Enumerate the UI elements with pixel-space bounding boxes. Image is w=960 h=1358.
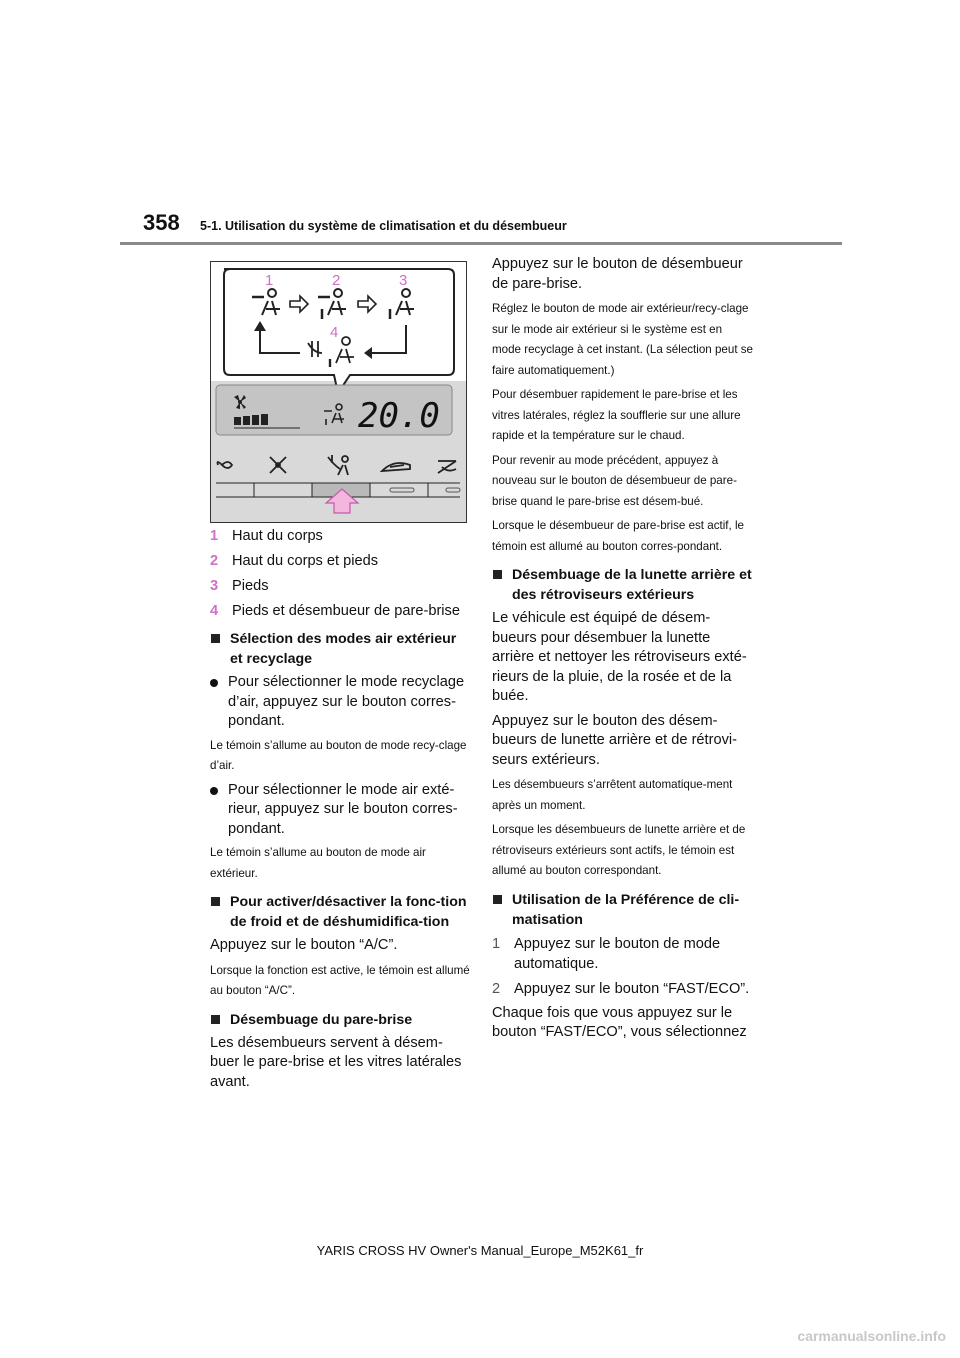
note-defog-1: Réglez le bouton de mode air extérieur/recy-clage sur le mode air extérieur si le système est en mode recyclage à cet instant. (La sélection peut se faire automatiquement.) bbox=[492, 302, 754, 377]
note-defog-4: Lorsque le désembueur de pare-brise est actif, le témoin est allumé au bouton corres-pondant. bbox=[492, 519, 744, 553]
callout-1: 1 bbox=[265, 272, 274, 289]
page-number: 358 bbox=[143, 210, 180, 235]
text-ac: Appuyez sur le bouton “A/C”. bbox=[210, 937, 398, 953]
legend-item-4: 4 Pieds et désembueur de pare-brise bbox=[210, 603, 460, 619]
text-fast-eco: Chaque fois que vous appuyez sur le bouton “FAST/ECO”, vous sélectionnez bbox=[492, 1004, 747, 1040]
footer-text: YARIS CROSS HV Owner's Manual_Europe_M52K61_fr bbox=[316, 1243, 644, 1258]
left-column bbox=[210, 526, 470, 1097]
right-column bbox=[492, 255, 754, 1048]
callout-3: 3 bbox=[399, 272, 408, 289]
note-defog-2: Pour désembuer rapidement le pare-brise et les vitres latérales, réglez la soufflerie sur une allure rapide et la température sur le chaud. bbox=[492, 388, 741, 442]
watermark: carmanualsonline.info bbox=[797, 1328, 946, 1344]
note-ac: Lorsque la fonction est active, le témoin est allumé au bouton “A/C”. bbox=[210, 963, 470, 997]
text-press-defog: Appuyez sur le bouton de désembueur de pare-brise. bbox=[492, 256, 743, 292]
climate-control-figure bbox=[210, 261, 467, 523]
note-outside: Le témoin s’allume au bouton de mode air extérieur. bbox=[210, 846, 426, 880]
legend-item-1: 1 Haut du corps bbox=[210, 528, 323, 544]
heading-rear-defog: Désembuage de la lunette arrière et des rétroviseurs extérieurs bbox=[492, 565, 754, 605]
note-recirc: Le témoin s’allume au bouton de mode recy-clage d’air. bbox=[210, 738, 467, 772]
callout-4: 4 bbox=[330, 324, 339, 341]
text-rear-defog-2: Appuyez sur le bouton des désem-bueurs de lunette arrière et de rétrovi-seurs extérieurs. bbox=[492, 712, 737, 768]
note-rear-defog-2: Lorsque les désembueurs de lunette arrière et de rétroviseurs extérieurs sont actifs, le témoin est allumé au bouton correspondant. bbox=[492, 823, 746, 877]
heading-outside-recirc: Sélection des modes air extérieur et recyclage bbox=[210, 629, 470, 669]
step-1: 1 Appuyez sur le bouton de mode automatique. bbox=[492, 935, 721, 972]
note-defog-3: Pour revenir au mode précédent, appuyez à nouveau sur le bouton de désembueur de pare-brise quand le pare-brise est désem-bué. bbox=[492, 453, 737, 508]
heading-climate-preference: Utilisation de la Préférence de cli-matisation bbox=[492, 890, 754, 930]
header-rule bbox=[120, 242, 842, 245]
heading-ac: Pour activer/désactiver la fonc-tion de froid et de déshumidifica-tion bbox=[210, 892, 470, 932]
legend-item-2: 2 Haut du corps et pieds bbox=[210, 553, 379, 569]
callout-2: 2 bbox=[332, 272, 341, 289]
text-rear-defog-1: Le véhicule est équipé de désem-bueurs pour désembuer la lunette arrière et nettoyer les rétroviseurs exté-rieurs de la pluie, de la rosée et de la buée. bbox=[492, 610, 747, 704]
temperature-readout: 20.0 bbox=[358, 396, 440, 436]
bullet-recirc: Pour sélectionner le mode recyclage d’air, appuyez sur le bouton corres-pondant. bbox=[210, 673, 470, 732]
section-title: 5-1. Utilisation du système de climatisation et du désembueur bbox=[200, 219, 567, 233]
bullet-outside: Pour sélectionner le mode air exté-rieur, appuyez sur le bouton corres-pondant. bbox=[210, 781, 470, 840]
text-windshield-defog: Les désembueurs servent à désem-buer le pare-brise et les vitres latérales avant. bbox=[210, 1034, 462, 1090]
heading-windshield-defog: Désembuage du pare-brise bbox=[210, 1010, 470, 1030]
step-2: 2 Appuyez sur le bouton “FAST/ECO”. bbox=[492, 980, 750, 997]
legend-item-3: 3 Pieds bbox=[210, 578, 269, 594]
note-rear-defog-1: Les désembueurs s’arrêtent automatique-ment après un moment. bbox=[492, 778, 733, 812]
